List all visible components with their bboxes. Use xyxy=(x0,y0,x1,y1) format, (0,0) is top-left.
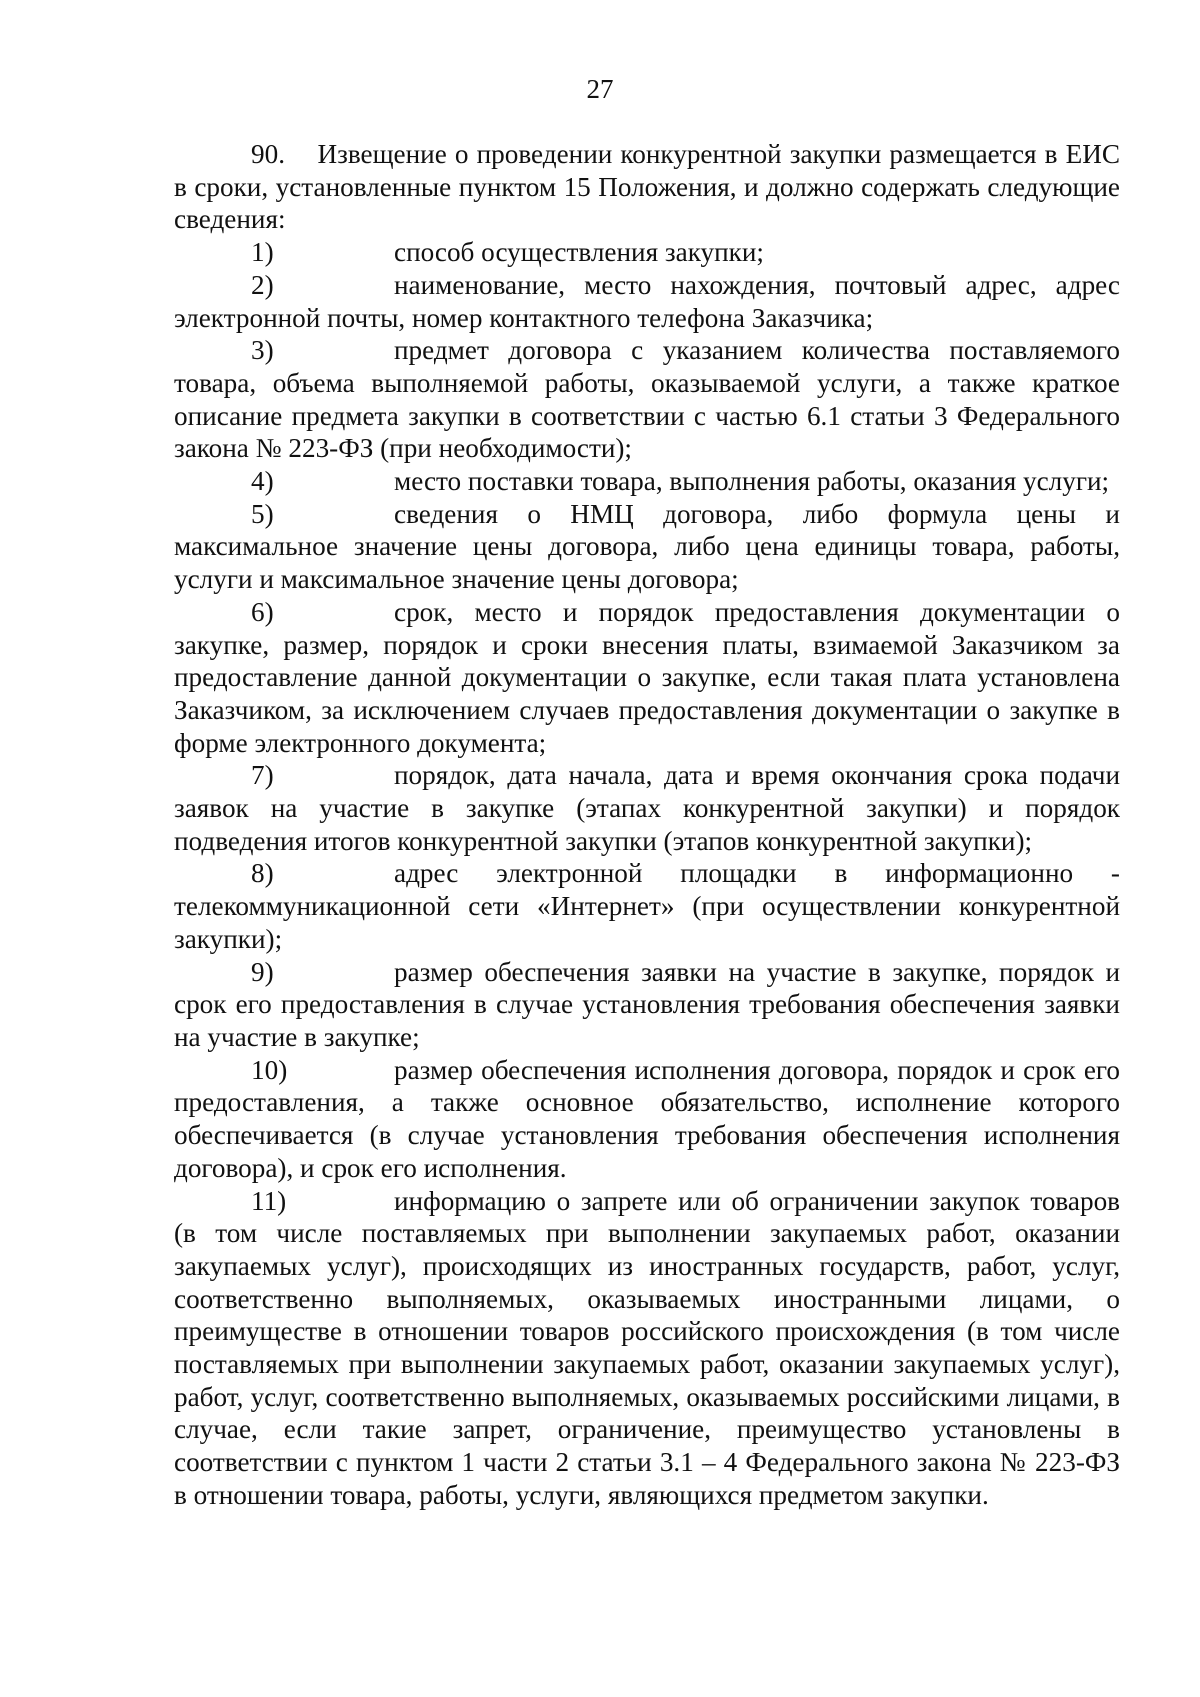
item-number: 4) xyxy=(251,466,274,497)
list-item xyxy=(174,269,1120,334)
item-text: предмет договора с указанием количества поставляемого товара, объема выполняемой работы, оказываемой услуги, а также краткое описание предмета закупки в соответствии с частью 6.1 статьи 3 Федерального закона № 223-ФЗ (при необходимости); xyxy=(174,335,1120,464)
document-body xyxy=(174,138,1120,1512)
item-text: срок, место и порядок предоставления документации о закупке, размер, порядок и сроки внесения платы, взимаемой Заказчиком за предоставление данной документации о закупке, если такая плата установлена Заказчиком, за исключением случаев предоставления документации о закупке в форме электронного документа; xyxy=(174,596,1120,758)
list-item xyxy=(174,596,1120,760)
item-text: порядок, дата начала, дата и время окончания срока подачи заявок на участие в закупке (этапах конкурентной закупки) и порядок подведения итогов конкурентной закупки (этапов конкурентной закупки); xyxy=(174,760,1120,856)
item-text: место поставки товара, выполнения работы, оказания услуги; xyxy=(394,466,1110,497)
item-text: размер обеспечения заявки на участие в закупке, порядок и срок его предоставления в случае установления требования обеспечения заявки на участие в закупке; xyxy=(174,956,1120,1052)
item-number: 1) xyxy=(251,237,274,268)
list-item xyxy=(174,236,1120,269)
item-number: 10) xyxy=(251,1054,288,1085)
item-text: информацию о запрете или об ограничении закупок товаров (в том числе поставляемых при выполнении закупаемых работ, оказании закупаемых услуг), происходящих из иностранных государств, работ, услуг, соответственно выполняемых, оказываемых иностранными лицами, о преимуществе в отношении товаров российского происхождения (в том числе поставляемых при выполнении закупаемых работ, оказании закупаемых услуг), работ, услуг, соответственно выполняемых, оказываемых российскими лицами, в случае, если такие запрет, ограничение, преимущество установлены в соответствии с пунктом 1 части 2 статьи 3.1 – 4 Федерального закона № 223-ФЗ в отношении товара, работы, услуги, являющихся предметом закупки. xyxy=(174,1185,1120,1510)
item-text: адрес электронной площадки в информационно - телекоммуникационной сети «Интернет» (при осуществлении конкурентной закупки); xyxy=(174,858,1120,954)
item-text: размер обеспечения исполнения договора, порядок и срок его предоставления, а также основное обязательство, исполнение которого обеспечивается (в случае установления требования обеспечения исполнения договора), и срок его исполнения. xyxy=(174,1054,1120,1183)
list-item xyxy=(174,334,1120,465)
item-number: 9) xyxy=(251,956,274,987)
item-number: 7) xyxy=(251,760,274,791)
list-item xyxy=(174,956,1120,1054)
item-number: 6) xyxy=(251,596,274,627)
paragraph-text: Извещение о проведении конкурентной закупки размещается в ЕИС в сроки, установленные пунктом 15 Положения, и должно содержать следующие сведения: xyxy=(174,139,1120,235)
list-item xyxy=(174,465,1120,498)
item-number: 11) xyxy=(251,1185,287,1216)
paragraph-number: 90. xyxy=(251,139,285,169)
item-number: 5) xyxy=(251,498,274,529)
list-item xyxy=(174,1185,1120,1512)
list-item xyxy=(174,759,1120,857)
list-item xyxy=(174,498,1120,596)
paragraph-90 xyxy=(174,138,1120,236)
item-number: 2) xyxy=(251,269,274,300)
item-text: способ осуществления закупки; xyxy=(394,237,764,268)
item-number: 3) xyxy=(251,335,274,366)
item-number: 8) xyxy=(251,858,274,889)
page-number: 27 xyxy=(586,74,614,104)
item-text: сведения о НМЦ договора, либо формула цены и максимальное значение цены договора, либо цена единицы товара, работы, услуги и максимальное значение цены договора; xyxy=(174,498,1120,595)
item-text: наименование, место нахождения, почтовый адрес, адрес электронной почты, номер контактного телефона Заказчика; xyxy=(174,269,1120,333)
list-item xyxy=(174,857,1120,955)
list-item xyxy=(174,1054,1120,1185)
